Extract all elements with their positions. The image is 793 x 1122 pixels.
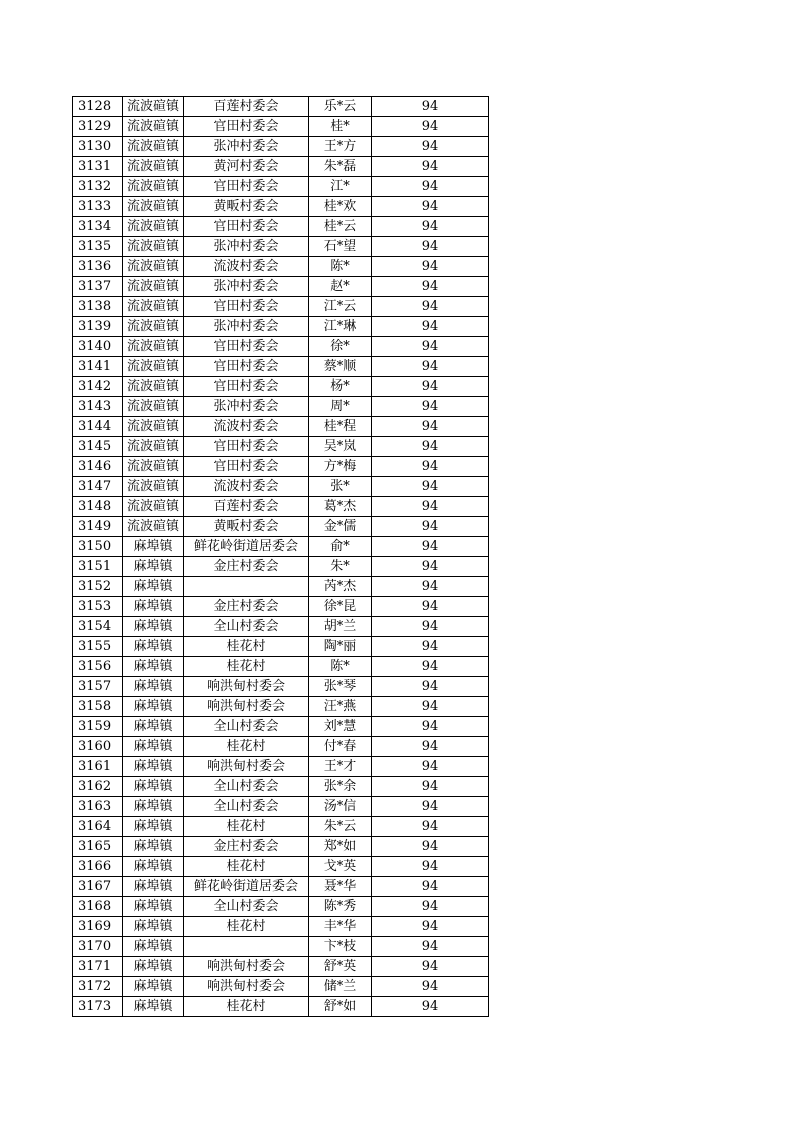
town-cell: 麻埠镇 — [123, 997, 184, 1017]
person-name-cell: 俞* — [309, 537, 372, 557]
row-number-cell: 3130 — [73, 137, 123, 157]
score-cell: 94 — [372, 557, 489, 577]
person-name-cell: 芮*杰 — [309, 577, 372, 597]
score-cell: 94 — [372, 777, 489, 797]
person-name-cell: 张* — [309, 477, 372, 497]
person-name-cell: 陈*秀 — [309, 897, 372, 917]
village-cell: 全山村委会 — [184, 617, 309, 637]
village-cell: 全山村委会 — [184, 797, 309, 817]
table-row — [73, 337, 489, 357]
table-row — [73, 997, 489, 1017]
table-row — [73, 537, 489, 557]
village-cell: 桂花村 — [184, 637, 309, 657]
row-number-cell: 3145 — [73, 437, 123, 457]
row-number-cell: 3155 — [73, 637, 123, 657]
person-name-cell: 丰*华 — [309, 917, 372, 937]
person-name-cell: 周* — [309, 397, 372, 417]
score-cell: 94 — [372, 137, 489, 157]
village-cell: 张冲村委会 — [184, 277, 309, 297]
village-cell: 官田村委会 — [184, 377, 309, 397]
person-name-cell: 汪*燕 — [309, 697, 372, 717]
person-name-cell: 舒*如 — [309, 997, 372, 1017]
row-number-cell: 3169 — [73, 917, 123, 937]
town-cell: 流波碹镇 — [123, 277, 184, 297]
row-number-cell: 3138 — [73, 297, 123, 317]
village-cell: 金庄村委会 — [184, 837, 309, 857]
roster-table — [72, 96, 489, 1017]
town-cell: 麻埠镇 — [123, 697, 184, 717]
person-name-cell: 桂*云 — [309, 217, 372, 237]
score-cell: 94 — [372, 417, 489, 437]
table-row — [73, 937, 489, 957]
table-row — [73, 797, 489, 817]
person-name-cell: 陶*丽 — [309, 637, 372, 657]
town-cell: 流波碹镇 — [123, 497, 184, 517]
person-name-cell: 蔡*顺 — [309, 357, 372, 377]
table-row — [73, 657, 489, 677]
score-cell: 94 — [372, 457, 489, 477]
town-cell: 流波碹镇 — [123, 417, 184, 437]
table-row — [73, 717, 489, 737]
row-number-cell: 3157 — [73, 677, 123, 697]
score-cell: 94 — [372, 337, 489, 357]
town-cell: 麻埠镇 — [123, 677, 184, 697]
village-cell: 鲜花岭街道居委会 — [184, 877, 309, 897]
person-name-cell: 卞*枝 — [309, 937, 372, 957]
score-cell: 94 — [372, 197, 489, 217]
person-name-cell: 桂*程 — [309, 417, 372, 437]
town-cell: 流波碹镇 — [123, 517, 184, 537]
table-row — [73, 237, 489, 257]
village-cell: 官田村委会 — [184, 357, 309, 377]
row-number-cell: 3133 — [73, 197, 123, 217]
score-cell: 94 — [372, 597, 489, 617]
town-cell: 流波碹镇 — [123, 397, 184, 417]
table-row — [73, 417, 489, 437]
row-number-cell: 3164 — [73, 817, 123, 837]
table-row — [73, 437, 489, 457]
score-cell: 94 — [372, 637, 489, 657]
row-number-cell: 3147 — [73, 477, 123, 497]
person-name-cell: 王*才 — [309, 757, 372, 777]
row-number-cell: 3151 — [73, 557, 123, 577]
person-name-cell: 桂* — [309, 117, 372, 137]
score-cell: 94 — [372, 717, 489, 737]
table-row — [73, 577, 489, 597]
town-cell: 麻埠镇 — [123, 977, 184, 997]
village-cell: 响洪甸村委会 — [184, 697, 309, 717]
person-name-cell: 葛*杰 — [309, 497, 372, 517]
village-cell: 响洪甸村委会 — [184, 957, 309, 977]
town-cell: 麻埠镇 — [123, 777, 184, 797]
table-row — [73, 217, 489, 237]
town-cell: 流波碹镇 — [123, 137, 184, 157]
score-cell: 94 — [372, 737, 489, 757]
person-name-cell: 徐* — [309, 337, 372, 357]
village-cell — [184, 937, 309, 957]
village-cell: 桂花村 — [184, 917, 309, 937]
row-number-cell: 3163 — [73, 797, 123, 817]
village-cell: 桂花村 — [184, 737, 309, 757]
row-number-cell: 3166 — [73, 857, 123, 877]
person-name-cell: 王*方 — [309, 137, 372, 157]
table-row — [73, 977, 489, 997]
score-cell: 94 — [372, 577, 489, 597]
village-cell: 张冲村委会 — [184, 317, 309, 337]
town-cell: 流波碹镇 — [123, 437, 184, 457]
score-cell: 94 — [372, 937, 489, 957]
table-row — [73, 757, 489, 777]
village-cell: 张冲村委会 — [184, 397, 309, 417]
score-cell: 94 — [372, 657, 489, 677]
table-row — [73, 857, 489, 877]
town-cell: 流波碹镇 — [123, 97, 184, 117]
score-cell: 94 — [372, 797, 489, 817]
table-row — [73, 377, 489, 397]
village-cell: 响洪甸村委会 — [184, 677, 309, 697]
row-number-cell: 3162 — [73, 777, 123, 797]
score-cell: 94 — [372, 837, 489, 857]
table-row — [73, 637, 489, 657]
row-number-cell: 3140 — [73, 337, 123, 357]
row-number-cell: 3167 — [73, 877, 123, 897]
village-cell: 黄畈村委会 — [184, 197, 309, 217]
village-cell: 官田村委会 — [184, 297, 309, 317]
person-name-cell: 徐*昆 — [309, 597, 372, 617]
table-row — [73, 477, 489, 497]
row-number-cell: 3139 — [73, 317, 123, 337]
town-cell: 麻埠镇 — [123, 597, 184, 617]
town-cell: 麻埠镇 — [123, 897, 184, 917]
score-cell: 94 — [372, 957, 489, 977]
person-name-cell: 吴*岚 — [309, 437, 372, 457]
town-cell: 流波碹镇 — [123, 337, 184, 357]
row-number-cell: 3165 — [73, 837, 123, 857]
row-number-cell: 3161 — [73, 757, 123, 777]
town-cell: 流波碹镇 — [123, 477, 184, 497]
village-cell: 黄河村委会 — [184, 157, 309, 177]
town-cell: 流波碹镇 — [123, 237, 184, 257]
village-cell: 百莲村委会 — [184, 497, 309, 517]
row-number-cell: 3132 — [73, 177, 123, 197]
score-cell: 94 — [372, 177, 489, 197]
table-row — [73, 817, 489, 837]
town-cell: 流波碹镇 — [123, 257, 184, 277]
score-cell: 94 — [372, 277, 489, 297]
row-number-cell: 3170 — [73, 937, 123, 957]
person-name-cell: 聂*华 — [309, 877, 372, 897]
village-cell — [184, 577, 309, 597]
town-cell: 麻埠镇 — [123, 537, 184, 557]
score-cell: 94 — [372, 877, 489, 897]
person-name-cell: 刘*慧 — [309, 717, 372, 737]
row-number-cell: 3144 — [73, 417, 123, 437]
person-name-cell: 戈*英 — [309, 857, 372, 877]
town-cell: 麻埠镇 — [123, 817, 184, 837]
town-cell: 流波碹镇 — [123, 117, 184, 137]
village-cell: 流波村委会 — [184, 417, 309, 437]
table-row — [73, 617, 489, 637]
row-number-cell: 3171 — [73, 957, 123, 977]
table-row — [73, 197, 489, 217]
town-cell: 麻埠镇 — [123, 637, 184, 657]
town-cell: 流波碹镇 — [123, 177, 184, 197]
row-number-cell: 3152 — [73, 577, 123, 597]
person-name-cell: 江*琳 — [309, 317, 372, 337]
person-name-cell: 朱* — [309, 557, 372, 577]
row-number-cell: 3148 — [73, 497, 123, 517]
person-name-cell: 石*望 — [309, 237, 372, 257]
person-name-cell: 桂*欢 — [309, 197, 372, 217]
town-cell: 麻埠镇 — [123, 917, 184, 937]
table-row — [73, 517, 489, 537]
person-name-cell: 赵* — [309, 277, 372, 297]
person-name-cell: 江* — [309, 177, 372, 197]
person-name-cell: 金*儒 — [309, 517, 372, 537]
row-number-cell: 3156 — [73, 657, 123, 677]
village-cell: 金庄村委会 — [184, 597, 309, 617]
town-cell: 麻埠镇 — [123, 837, 184, 857]
person-name-cell: 张*余 — [309, 777, 372, 797]
table-row — [73, 917, 489, 937]
town-cell: 麻埠镇 — [123, 657, 184, 677]
score-cell: 94 — [372, 237, 489, 257]
row-number-cell: 3158 — [73, 697, 123, 717]
village-cell: 黄畈村委会 — [184, 517, 309, 537]
village-cell: 官田村委会 — [184, 457, 309, 477]
row-number-cell: 3160 — [73, 737, 123, 757]
row-number-cell: 3136 — [73, 257, 123, 277]
table-row — [73, 177, 489, 197]
village-cell: 响洪甸村委会 — [184, 977, 309, 997]
person-name-cell: 方*梅 — [309, 457, 372, 477]
score-cell: 94 — [372, 257, 489, 277]
village-cell: 百莲村委会 — [184, 97, 309, 117]
score-cell: 94 — [372, 397, 489, 417]
row-number-cell: 3128 — [73, 97, 123, 117]
score-cell: 94 — [372, 217, 489, 237]
table-row — [73, 597, 489, 617]
table-row — [73, 277, 489, 297]
score-cell: 94 — [372, 157, 489, 177]
table-row — [73, 497, 489, 517]
village-cell: 张冲村委会 — [184, 137, 309, 157]
town-cell: 麻埠镇 — [123, 757, 184, 777]
village-cell: 官田村委会 — [184, 217, 309, 237]
table-row — [73, 297, 489, 317]
row-number-cell: 3135 — [73, 237, 123, 257]
town-cell: 麻埠镇 — [123, 557, 184, 577]
person-name-cell: 张*琴 — [309, 677, 372, 697]
score-cell: 94 — [372, 617, 489, 637]
person-name-cell: 储*兰 — [309, 977, 372, 997]
score-cell: 94 — [372, 677, 489, 697]
row-number-cell: 3141 — [73, 357, 123, 377]
score-cell: 94 — [372, 477, 489, 497]
village-cell: 流波村委会 — [184, 257, 309, 277]
town-cell: 麻埠镇 — [123, 797, 184, 817]
row-number-cell: 3146 — [73, 457, 123, 477]
person-name-cell: 郑*如 — [309, 837, 372, 857]
row-number-cell: 3172 — [73, 977, 123, 997]
village-cell: 桂花村 — [184, 817, 309, 837]
table-row — [73, 97, 489, 117]
village-cell: 金庄村委会 — [184, 557, 309, 577]
table-row — [73, 897, 489, 917]
village-cell: 官田村委会 — [184, 437, 309, 457]
village-cell: 全山村委会 — [184, 777, 309, 797]
table-row — [73, 137, 489, 157]
village-cell: 张冲村委会 — [184, 237, 309, 257]
row-number-cell: 3129 — [73, 117, 123, 137]
town-cell: 流波碹镇 — [123, 377, 184, 397]
town-cell: 麻埠镇 — [123, 577, 184, 597]
town-cell: 流波碹镇 — [123, 197, 184, 217]
village-cell: 全山村委会 — [184, 897, 309, 917]
score-cell: 94 — [372, 897, 489, 917]
person-name-cell: 汤*信 — [309, 797, 372, 817]
person-name-cell: 乐*云 — [309, 97, 372, 117]
person-name-cell: 付*春 — [309, 737, 372, 757]
person-name-cell: 杨* — [309, 377, 372, 397]
town-cell: 流波碹镇 — [123, 297, 184, 317]
table-row — [73, 157, 489, 177]
town-cell: 麻埠镇 — [123, 957, 184, 977]
town-cell: 麻埠镇 — [123, 617, 184, 637]
village-cell: 官田村委会 — [184, 177, 309, 197]
town-cell: 麻埠镇 — [123, 717, 184, 737]
village-cell: 流波村委会 — [184, 477, 309, 497]
score-cell: 94 — [372, 517, 489, 537]
town-cell: 麻埠镇 — [123, 877, 184, 897]
row-number-cell: 3159 — [73, 717, 123, 737]
score-cell: 94 — [372, 117, 489, 137]
village-cell: 官田村委会 — [184, 117, 309, 137]
town-cell: 流波碹镇 — [123, 157, 184, 177]
person-name-cell: 江*云 — [309, 297, 372, 317]
table-row — [73, 777, 489, 797]
score-cell: 94 — [372, 377, 489, 397]
table-row — [73, 957, 489, 977]
person-name-cell: 朱*云 — [309, 817, 372, 837]
row-number-cell: 3168 — [73, 897, 123, 917]
person-name-cell: 陈* — [309, 257, 372, 277]
table-row — [73, 117, 489, 137]
village-cell: 鲜花岭街道居委会 — [184, 537, 309, 557]
row-number-cell: 3131 — [73, 157, 123, 177]
row-number-cell: 3153 — [73, 597, 123, 617]
row-number-cell: 3149 — [73, 517, 123, 537]
score-cell: 94 — [372, 857, 489, 877]
town-cell: 流波碹镇 — [123, 357, 184, 377]
score-cell: 94 — [372, 297, 489, 317]
person-name-cell: 陈* — [309, 657, 372, 677]
row-number-cell: 3154 — [73, 617, 123, 637]
person-name-cell: 朱*磊 — [309, 157, 372, 177]
table-row — [73, 557, 489, 577]
town-cell: 流波碹镇 — [123, 317, 184, 337]
score-cell: 94 — [372, 497, 489, 517]
table-row — [73, 397, 489, 417]
score-cell: 94 — [372, 97, 489, 117]
town-cell: 流波碹镇 — [123, 217, 184, 237]
row-number-cell: 3143 — [73, 397, 123, 417]
score-cell: 94 — [372, 997, 489, 1017]
table-row — [73, 697, 489, 717]
row-number-cell: 3142 — [73, 377, 123, 397]
table-row — [73, 357, 489, 377]
score-cell: 94 — [372, 917, 489, 937]
town-cell: 麻埠镇 — [123, 937, 184, 957]
table-row — [73, 457, 489, 477]
village-cell: 桂花村 — [184, 857, 309, 877]
town-cell: 流波碹镇 — [123, 457, 184, 477]
village-cell: 全山村委会 — [184, 717, 309, 737]
village-cell: 响洪甸村委会 — [184, 757, 309, 777]
table-row — [73, 877, 489, 897]
score-cell: 94 — [372, 697, 489, 717]
table-row — [73, 677, 489, 697]
row-number-cell: 3137 — [73, 277, 123, 297]
town-cell: 麻埠镇 — [123, 857, 184, 877]
table-row — [73, 317, 489, 337]
score-cell: 94 — [372, 437, 489, 457]
table-row — [73, 837, 489, 857]
row-number-cell: 3173 — [73, 997, 123, 1017]
roster-table-body — [73, 97, 489, 1017]
village-cell: 桂花村 — [184, 657, 309, 677]
row-number-cell: 3134 — [73, 217, 123, 237]
table-row — [73, 737, 489, 757]
village-cell: 桂花村 — [184, 997, 309, 1017]
score-cell: 94 — [372, 537, 489, 557]
town-cell: 麻埠镇 — [123, 737, 184, 757]
row-number-cell: 3150 — [73, 537, 123, 557]
score-cell: 94 — [372, 757, 489, 777]
person-name-cell: 舒*英 — [309, 957, 372, 977]
village-cell: 官田村委会 — [184, 337, 309, 357]
table-row — [73, 257, 489, 277]
score-cell: 94 — [372, 317, 489, 337]
score-cell: 94 — [372, 357, 489, 377]
person-name-cell: 胡*兰 — [309, 617, 372, 637]
score-cell: 94 — [372, 817, 489, 837]
score-cell: 94 — [372, 977, 489, 997]
